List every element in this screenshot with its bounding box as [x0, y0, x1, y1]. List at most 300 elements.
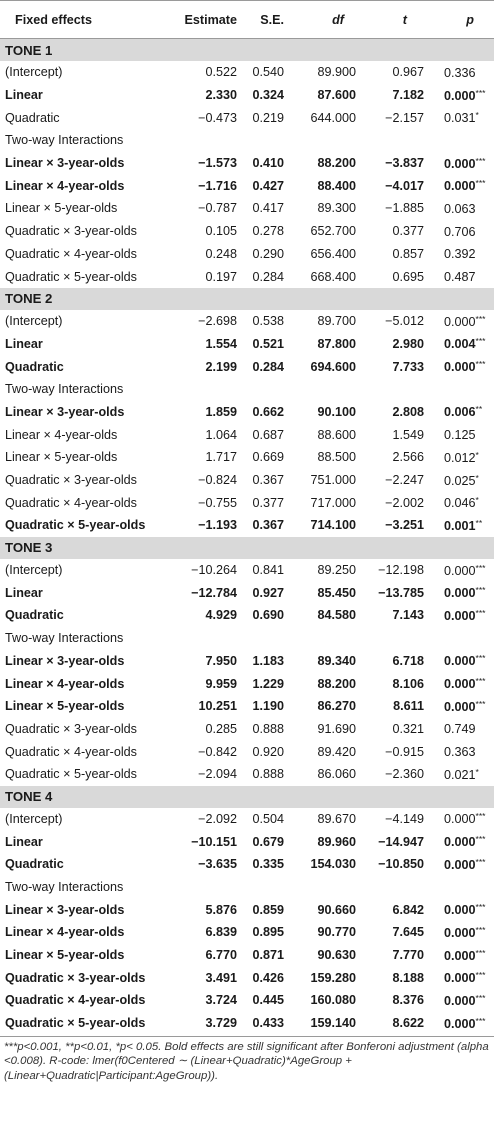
effect-name-cell: Quadratic [5, 608, 64, 623]
table-row [0, 423, 494, 446]
se-cell: 0.927 [252, 585, 284, 600]
df-cell: 89.960 [317, 834, 356, 849]
p-value-cell [432, 401, 494, 424]
df-cell: 668.400 [310, 269, 356, 284]
t-cell: 1.549 [392, 427, 424, 442]
significance-stars: *** [475, 336, 486, 347]
effect-name-cell: Quadratic × 5-year-olds [5, 269, 137, 284]
df-cell: 652.700 [310, 224, 356, 239]
significance-stars: * [475, 449, 479, 460]
table-body [0, 39, 494, 1035]
estimate-cell: −0.824 [198, 473, 237, 488]
p-value: 0.000 [444, 608, 476, 623]
p-value-cell [432, 944, 494, 967]
df-cell: 159.280 [310, 970, 356, 985]
effect-name-cell: Quadratic × 3-year-olds [5, 970, 146, 985]
estimate-cell: −2.092 [198, 811, 237, 826]
significance-stars: ** [475, 517, 483, 528]
df-cell: 91.690 [317, 721, 356, 736]
significance-stars: *** [475, 359, 486, 370]
p-value-cell [432, 853, 494, 876]
significance-stars: * [475, 472, 479, 483]
t-cell: 7.733 [392, 359, 424, 374]
p-value-cell [432, 650, 494, 673]
effect-name-cell: Quadratic × 4-year-olds [5, 744, 137, 759]
estimate-cell: −2.698 [198, 314, 237, 329]
estimate-cell: 0.285 [205, 721, 237, 736]
significance-stars: *** [475, 834, 486, 845]
estimate-cell: −0.842 [198, 744, 237, 759]
se-cell: 0.895 [252, 925, 284, 940]
df-cell: 154.030 [310, 857, 356, 872]
estimate-cell: 2.330 [205, 88, 237, 103]
effect-name-cell: Quadratic × 5-year-olds [5, 518, 146, 533]
t-cell: −0.915 [385, 744, 424, 759]
estimate-cell: 0.522 [205, 65, 237, 80]
table-row [0, 944, 494, 967]
effect-name-cell: (Intercept) [5, 563, 63, 578]
p-value: 0.000 [444, 654, 476, 669]
p-value-cell [432, 197, 494, 220]
t-cell: −5.012 [385, 314, 424, 329]
p-value-cell [432, 604, 494, 627]
t-cell: 8.106 [392, 676, 424, 691]
se-cell: 0.410 [252, 156, 284, 171]
df-cell: 90.770 [317, 925, 356, 940]
significance-stars: *** [475, 607, 486, 618]
t-cell: −12.198 [378, 563, 424, 578]
effect-name-cell: Linear × 4-year-olds [5, 925, 125, 940]
t-cell: 0.377 [392, 224, 424, 239]
table-row [0, 853, 494, 876]
header-se: S.E. [243, 1, 289, 39]
effect-name-cell: Linear × 5-year-olds [5, 699, 125, 714]
table-row [0, 808, 494, 831]
p-value-cell [432, 84, 494, 107]
section-title: TONE 3 [0, 537, 494, 559]
estimate-cell: −1.716 [198, 178, 237, 193]
se-cell: 0.290 [252, 246, 284, 261]
p-value: 0.000 [444, 812, 476, 827]
interactions-subheading: Two-way Interactions [5, 382, 124, 397]
significance-stars: *** [475, 811, 486, 822]
effect-name-cell: Quadratic × 4-year-olds [5, 495, 137, 510]
table-row [0, 106, 494, 129]
df-cell: 89.300 [317, 201, 356, 216]
estimate-cell: 0.248 [205, 246, 237, 261]
table-row [0, 220, 494, 243]
se-cell: 0.859 [252, 902, 284, 917]
se-cell: 0.669 [252, 450, 284, 465]
se-cell: 0.284 [252, 359, 284, 374]
table-row [0, 650, 494, 673]
table-row [0, 718, 494, 741]
t-cell: 8.376 [392, 993, 424, 1008]
table-row [0, 830, 494, 853]
df-cell: 644.000 [310, 110, 356, 125]
p-value: 0.749 [444, 722, 476, 737]
header-p: p [432, 1, 494, 39]
effect-name-cell: Linear × 4-year-olds [5, 427, 118, 442]
df-cell: 85.450 [317, 585, 356, 600]
effect-name-cell: Quadratic × 4-year-olds [5, 246, 137, 261]
significance-stars: *** [475, 155, 486, 166]
estimate-cell: −12.784 [191, 585, 237, 600]
se-cell: 0.367 [252, 473, 284, 488]
t-cell: 6.842 [392, 902, 424, 917]
se-cell: 1.183 [252, 653, 284, 668]
df-cell: 89.340 [317, 653, 356, 668]
p-value-cell [432, 243, 494, 266]
p-value: 0.063 [444, 201, 476, 216]
effect-name-cell: Linear × 4-year-olds [5, 676, 125, 691]
effect-name-cell: Linear [5, 834, 43, 849]
significance-stars: *** [475, 924, 486, 935]
effect-name-cell: Quadratic [5, 857, 64, 872]
p-value-cell [432, 491, 494, 514]
significance-stars: *** [475, 1015, 486, 1026]
significance-stars: *** [475, 676, 486, 687]
effect-name-cell: Quadratic × 3-year-olds [5, 224, 137, 239]
se-cell: 0.540 [252, 65, 284, 80]
table-row [0, 265, 494, 288]
t-cell: −2.157 [385, 110, 424, 125]
section-title: TONE 1 [0, 39, 494, 62]
p-value-cell [432, 310, 494, 333]
interactions-subheading: Two-way Interactions [5, 133, 124, 148]
effect-name-cell: Linear × 3-year-olds [5, 653, 125, 668]
t-cell: 2.566 [392, 450, 424, 465]
p-value: 0.000 [444, 88, 476, 103]
estimate-cell: 4.929 [205, 608, 237, 623]
table-row [0, 310, 494, 333]
table-row [0, 763, 494, 786]
effect-name-cell: (Intercept) [5, 314, 63, 329]
section-header-row [0, 537, 494, 559]
p-value: 0.487 [444, 270, 476, 285]
estimate-cell: 3.491 [205, 970, 237, 985]
table-row [0, 966, 494, 989]
estimate-cell: −10.151 [191, 834, 237, 849]
p-value-cell [432, 61, 494, 84]
estimate-cell: −0.755 [198, 495, 237, 510]
table-row [0, 559, 494, 582]
table-row [0, 989, 494, 1012]
p-value-cell [432, 559, 494, 582]
df-cell: 656.400 [310, 246, 356, 261]
p-value: 0.004 [444, 337, 476, 352]
significance-stars: *** [475, 902, 486, 913]
se-cell: 0.841 [252, 563, 284, 578]
table-row [0, 84, 494, 107]
p-value-cell [432, 581, 494, 604]
table-row [0, 1012, 494, 1035]
p-value-cell [432, 763, 494, 786]
t-cell: 2.808 [392, 404, 424, 419]
header-estimate: Estimate [166, 1, 243, 39]
effect-name-cell: Quadratic [5, 359, 64, 374]
effect-name-cell: Linear × 5-year-olds [5, 201, 118, 216]
significance-stars: *** [475, 698, 486, 709]
table-row [0, 197, 494, 220]
t-cell: 0.695 [392, 269, 424, 284]
t-cell: −4.149 [385, 811, 424, 826]
p-value-cell [432, 174, 494, 197]
p-value-cell [432, 469, 494, 492]
header-fixed-effects: Fixed effects [0, 1, 166, 39]
estimate-cell: 5.876 [205, 902, 237, 917]
subheading-row [0, 378, 494, 401]
p-value: 0.000 [444, 948, 476, 963]
effect-name-cell: Quadratic × 4-year-olds [5, 993, 146, 1008]
df-cell: 88.500 [317, 450, 356, 465]
estimate-cell: 7.950 [205, 653, 237, 668]
p-value: 0.012 [444, 450, 476, 465]
section-header-row [0, 39, 494, 62]
header-df: df [289, 1, 364, 39]
df-cell: 87.800 [317, 336, 356, 351]
significance-stars: *** [475, 87, 486, 98]
effect-name-cell: Quadratic × 5-year-olds [5, 767, 137, 782]
t-cell: −13.785 [378, 585, 424, 600]
estimate-cell: 1.064 [205, 427, 237, 442]
estimate-cell: 0.105 [205, 224, 237, 239]
table-row [0, 740, 494, 763]
table-row [0, 355, 494, 378]
effect-name-cell: Linear × 5-year-olds [5, 450, 118, 465]
interactions-subheading: Two-way Interactions [5, 880, 124, 895]
se-cell: 0.504 [252, 811, 284, 826]
effect-name-cell: Quadratic × 5-year-olds [5, 1016, 146, 1031]
df-cell: 751.000 [310, 473, 356, 488]
p-value-cell [432, 106, 494, 129]
significance-stars: * [475, 110, 479, 121]
table-header-row [0, 1, 494, 39]
estimate-cell: 1.554 [205, 336, 237, 351]
table-row [0, 514, 494, 537]
se-cell: 0.335 [252, 857, 284, 872]
t-cell: 0.321 [392, 721, 424, 736]
df-cell: 90.660 [317, 902, 356, 917]
t-cell: −2.002 [385, 495, 424, 510]
p-value: 0.021 [444, 767, 476, 782]
df-cell: 694.600 [310, 359, 356, 374]
section-header-row [0, 288, 494, 310]
significance-stars: *** [475, 313, 486, 324]
se-cell: 0.445 [252, 993, 284, 1008]
subheading-row [0, 627, 494, 650]
table-row [0, 333, 494, 356]
df-cell: 88.200 [317, 156, 356, 171]
section-title: TONE 2 [0, 288, 494, 310]
t-cell: 0.967 [392, 65, 424, 80]
p-value: 0.000 [444, 903, 476, 918]
significance-stars: ** [475, 404, 483, 415]
table-row [0, 469, 494, 492]
p-value: 0.000 [444, 993, 476, 1008]
significance-stars: *** [475, 178, 486, 189]
subheading-row [0, 129, 494, 152]
estimate-cell: 3.724 [205, 993, 237, 1008]
df-cell: 90.630 [317, 948, 356, 963]
p-value: 0.000 [444, 857, 476, 872]
p-value-cell [432, 355, 494, 378]
significance-stars: *** [475, 585, 486, 596]
table-row [0, 672, 494, 695]
df-cell: 89.900 [317, 65, 356, 80]
effect-name-cell: Linear × 5-year-olds [5, 948, 125, 963]
p-value: 0.000 [444, 699, 476, 714]
df-cell: 86.060 [317, 767, 356, 782]
se-cell: 0.284 [252, 269, 284, 284]
table-row [0, 61, 494, 84]
p-value-cell [432, 333, 494, 356]
estimate-cell: −2.094 [198, 767, 237, 782]
table-row [0, 921, 494, 944]
p-value-cell [432, 966, 494, 989]
p-value: 0.336 [444, 65, 476, 80]
table-row [0, 695, 494, 718]
p-value: 0.000 [444, 586, 476, 601]
se-cell: 0.521 [252, 336, 284, 351]
p-value-cell [432, 898, 494, 921]
effect-name-cell: Linear × 4-year-olds [5, 178, 125, 193]
p-value-cell [432, 808, 494, 831]
t-cell: 2.980 [392, 336, 424, 351]
se-cell: 0.367 [252, 518, 284, 533]
t-cell: −2.360 [385, 767, 424, 782]
t-cell: −3.837 [385, 156, 424, 171]
estimate-cell: −1.573 [198, 156, 237, 171]
df-cell: 88.600 [317, 427, 356, 442]
estimate-cell: 10.251 [198, 699, 237, 714]
p-value-cell [432, 220, 494, 243]
table-row [0, 243, 494, 266]
t-cell: −3.251 [385, 518, 424, 533]
table-row [0, 491, 494, 514]
effect-name-cell: Quadratic [5, 110, 60, 125]
t-cell: 7.182 [392, 88, 424, 103]
significance-stars: * [475, 766, 479, 777]
significance-stars: *** [475, 970, 486, 981]
t-cell: −10.850 [378, 857, 424, 872]
se-cell: 0.219 [252, 110, 284, 125]
significance-stars: * [475, 495, 479, 506]
t-cell: 8.188 [392, 970, 424, 985]
p-value: 0.025 [444, 473, 476, 488]
p-value-cell [432, 265, 494, 288]
estimate-cell: 6.839 [205, 925, 237, 940]
df-cell: 87.600 [317, 88, 356, 103]
table-row [0, 446, 494, 469]
p-value-cell [432, 152, 494, 175]
df-cell: 89.250 [317, 563, 356, 578]
p-value-cell [432, 718, 494, 741]
table-row [0, 604, 494, 627]
interactions-subheading: Two-way Interactions [5, 631, 124, 646]
p-value: 0.000 [444, 156, 476, 171]
effect-name-cell: Linear × 3-year-olds [5, 404, 125, 419]
df-cell: 714.100 [310, 518, 356, 533]
subheading-row [0, 876, 494, 899]
estimate-cell: −1.193 [198, 518, 237, 533]
t-cell: 7.143 [392, 608, 424, 623]
table-row [0, 898, 494, 921]
p-value: 0.000 [444, 677, 476, 692]
p-value: 0.000 [444, 835, 476, 850]
table-row [0, 401, 494, 424]
effect-name-cell: (Intercept) [5, 65, 63, 80]
se-cell: 0.920 [252, 744, 284, 759]
t-cell: −14.947 [378, 834, 424, 849]
p-value-cell [432, 1012, 494, 1035]
estimate-cell: 2.199 [205, 359, 237, 374]
estimate-cell: 1.717 [205, 450, 237, 465]
effect-name-cell: (Intercept) [5, 811, 63, 826]
header-t: t [364, 1, 432, 39]
effect-name-cell: Linear [5, 88, 43, 103]
effect-name-cell: Linear × 3-year-olds [5, 902, 125, 917]
estimate-cell: −3.635 [198, 857, 237, 872]
t-cell: −2.247 [385, 473, 424, 488]
effect-name-cell: Quadratic × 3-year-olds [5, 473, 137, 488]
p-value: 0.000 [444, 179, 476, 194]
df-cell: 89.420 [317, 744, 356, 759]
se-cell: 1.229 [252, 676, 284, 691]
estimate-cell: 3.729 [205, 1016, 237, 1031]
significance-stars: *** [475, 562, 486, 573]
se-cell: 0.433 [252, 1016, 284, 1031]
p-value: 0.001 [444, 518, 476, 533]
p-value-cell [432, 446, 494, 469]
se-cell: 0.427 [252, 178, 284, 193]
section-header-row [0, 786, 494, 808]
estimate-cell: −0.787 [198, 201, 237, 216]
p-value: 0.000 [444, 925, 476, 940]
se-cell: 0.278 [252, 224, 284, 239]
p-value: 0.392 [444, 247, 476, 262]
table-row [0, 174, 494, 197]
p-value: 0.706 [444, 224, 476, 239]
estimate-cell: −10.264 [191, 563, 237, 578]
effect-name-cell: Linear [5, 336, 43, 351]
p-value: 0.000 [444, 1016, 476, 1031]
p-value: 0.125 [444, 428, 476, 443]
p-value-cell [432, 989, 494, 1012]
p-value-cell [432, 423, 494, 446]
t-cell: 8.611 [393, 699, 424, 714]
se-cell: 0.662 [252, 404, 284, 419]
p-value-cell [432, 514, 494, 537]
se-cell: 0.417 [252, 201, 284, 216]
table-footnote: ***p<0.001, **p<0.01, *p< 0.05. Bold effects are still significant after Bonferoni adjustment (alpha <0.008). R-code: lmer(f0Centered ∼ (Linear+Quadratic)*AgeGroup + (Linear+Quadratic|Participant:AgeGroup)). [0, 1036, 494, 1084]
se-cell: 1.190 [252, 699, 284, 714]
se-cell: 0.538 [252, 314, 284, 329]
se-cell: 0.888 [252, 721, 284, 736]
p-value: 0.046 [444, 496, 476, 511]
df-cell: 88.200 [317, 676, 356, 691]
df-cell: 90.100 [317, 404, 356, 419]
se-cell: 0.679 [252, 834, 284, 849]
t-cell: 7.645 [392, 925, 424, 940]
p-value: 0.000 [444, 563, 476, 578]
p-value-cell [432, 672, 494, 695]
se-cell: 0.426 [252, 970, 284, 985]
p-value: 0.363 [444, 745, 476, 760]
p-value: 0.031 [444, 111, 476, 126]
p-value-cell [432, 740, 494, 763]
estimate-cell: 0.197 [205, 269, 237, 284]
